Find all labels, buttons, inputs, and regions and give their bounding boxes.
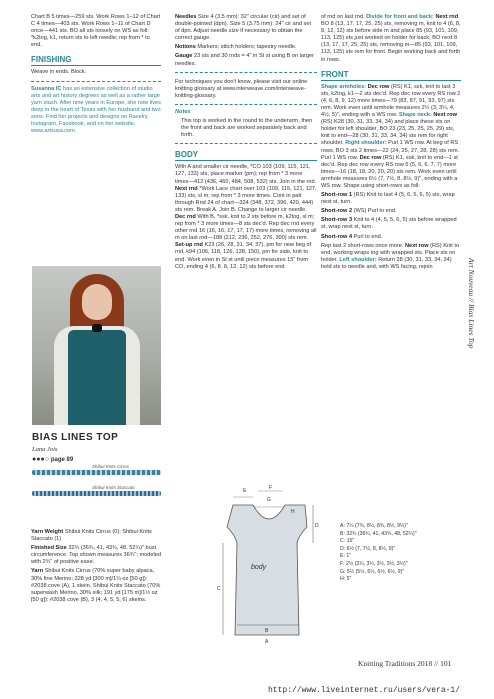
right-shoulder-text: Purl 1 WS row. At beg of RS rows, BO 3 sts 2 times—22 (24, 25, 27, 28, 28) sts rem. Purl 1 WS row. bbox=[321, 140, 460, 161]
short-row-2: (WS) Purl to end. bbox=[353, 208, 397, 215]
difficulty-rating bbox=[32, 456, 73, 463]
model-photo bbox=[32, 266, 161, 425]
short-row-4: Purl to end. bbox=[353, 233, 383, 240]
materials bbox=[31, 529, 163, 606]
yarn-weight: Shibui Knits Cirrus (0); Shibui Knits Staccato (1) bbox=[31, 529, 152, 543]
right-shoulder-label: Right shoulder: bbox=[345, 140, 387, 147]
next-row-label-2: Next row bbox=[404, 242, 429, 249]
yarn-swatch-staccato bbox=[32, 491, 161, 496]
short-row-4-label: Short-row 4 bbox=[321, 233, 353, 240]
bio bbox=[31, 86, 161, 136]
next-row-label: Next row bbox=[433, 112, 458, 119]
measurement-g: G: 5½ (5½, 6½, 6½, 6½, 9)" bbox=[340, 568, 405, 575]
short-row-1-label: Short-row 1 bbox=[321, 192, 353, 199]
setup-rnd-text: K23 (26, 28, 31, 34, 37), pm for new beg of rnd, k94 (106, 118, 126, 138, 150), pm for side, knit to end. Work even in St st until piece measures 15" from CO, ending 4 (6, 8, 8, 12, 12) sts before end bbox=[175, 242, 312, 270]
yarn-label: Yarn bbox=[31, 568, 44, 575]
finishing-heading: FINISHING bbox=[31, 55, 161, 66]
schematic-label-h: H bbox=[291, 509, 295, 515]
body-text: With A and smaller cir needle, *CO 103 (109, 115, 121, 127, 133) sts, place marker (pm); rep from * 3 more times—412 (436, 460, 484, 508, 532) sts. Join in the rnd. bbox=[175, 164, 317, 185]
finishing-text: Weave in ends. Block. bbox=[31, 69, 87, 76]
yarn-text: Shibui Knits Cirrus (70% super baby alpaca, 30% fine Merino; 328 yd [300 m]/1¼ oz [50 g]): #2038 cove (A), 1 skein. Shibui Knits Staccato (70% superwash Merino, 30% silk; 191 yd [175 m]/1½ oz [50 g]): #2038 cove (B), 3 (4, 4, 5, 5, 6) skeins. bbox=[31, 568, 161, 603]
short-row-3: Knit to 4 (4, 5, 5, 6, 5) sts before wrapped st, wrap next st, turn. bbox=[321, 217, 457, 231]
short-row-2-label: Short-row 2 bbox=[321, 208, 353, 215]
left-shoulder-label: Left shoulder: bbox=[339, 256, 377, 263]
finished-size-label: Finished Size bbox=[31, 545, 67, 552]
schematic-label-d: D bbox=[315, 523, 319, 529]
column-right bbox=[321, 14, 461, 273]
divider bbox=[175, 143, 317, 144]
shape-neck-label: Shape neck: bbox=[398, 112, 432, 119]
yarn-swatch-cirrus bbox=[32, 470, 161, 475]
dec-row-text-2: (RS) K1, ssk, knit to end—1 st dec'd. Rep dec row every RS row 5 (5, 6, 6, 7, 7) more times—16 (18, 18, 20, 20, 20) sts rem. Work even until armhole measures 6½ (7, 7½, 8, 8½, 9)", ending with a WS row. Shape using short-rows as foll: bbox=[321, 154, 458, 189]
schematic-label-b: B bbox=[265, 628, 269, 634]
schematic-label-a: A bbox=[265, 639, 269, 645]
photo-face bbox=[82, 284, 112, 320]
measurement-f: F: 2½ (3¼, 3¼, 3½, 3½, 3½)" bbox=[340, 560, 408, 567]
page-footer: Knitting Traditions 2018 // 101 bbox=[358, 659, 452, 668]
shape-armholes-label: Shape armholes: bbox=[321, 83, 367, 90]
yarn-weight-label: Yarn Weight bbox=[31, 529, 64, 535]
notions-label: Notions bbox=[175, 44, 196, 51]
divider bbox=[31, 81, 161, 82]
intro-text: Chart B 5 times—259 sts. Work Rows 1–12 of Chart C 4 times—403 sts. Work Rows 1–11 of Chart D once—441 sts. BO all sts loosely on WS as foll: *k2tog, k1, return sts to left needle; rep from * to end. bbox=[31, 14, 161, 49]
repeat-text: Rep last 2 short-rows once more. bbox=[321, 242, 404, 249]
next-rnd-label: Next rnd bbox=[175, 185, 198, 192]
next-row-text-2: (RS) Knit to end, working wraps tog with wrapped sts. Place sts on holder. bbox=[321, 242, 460, 263]
measurement-a: A: 7¼ (7¾, 8½, 8¾, 8½, 9½)" bbox=[340, 523, 408, 529]
measurement-e: E: 1" bbox=[340, 553, 352, 560]
dec-rnd-text: With B, *ssk, knit to 2 sts before m, k2tog, sl m; rep from * 3 more times—8 sts dec'd. Rep dec rnd every other rnd 16 (16, 16, 17, 17, 17) more times, removing all m on last rnd—188 (212, 236, 252, 276, 300) sts rem. bbox=[175, 213, 317, 242]
finished-size: 32¾ (36¾, 41, 43¾, 48, 52¼)" bust circumference. Top shown measures 36¾"; modeled with 2¾" of positive ease. bbox=[31, 545, 161, 566]
shape-neck-text: (RS) K28 (30, 31, 33, 34, 34) and place these sts on holder for left shoulder, BO 23 (23, 25, 25, 25, 29) sts, knit to end—28 (30, 31, 33, 34, 34) sts rem for right shoulder. bbox=[321, 119, 455, 147]
needles-text: Size 4 (3.5 mm): 32" circular (cir) and set of double-pointed (dpn). Size 5 (3.75 mm): 24" cir and set of dpn. Adjust needle size if necessary to obtain the correct gauge. bbox=[175, 14, 311, 42]
measurements-list bbox=[340, 523, 417, 584]
measurement-h: H: 5" bbox=[340, 576, 352, 583]
bio-text: has an extensive collection of studio arts and art history degrees as well as a rather large yarn stash. After nine years in Europe, she now lives deep in the heart of Texas with her husband and two sons. Find her projects and designs on Ravelry, Instagram, Facebook, and on her website, www.artsusa.com. bbox=[31, 85, 161, 135]
front-heading: FRONT bbox=[321, 70, 461, 81]
notes-heading: Notes bbox=[175, 108, 191, 115]
dec-rnd-label: Dec rnd bbox=[175, 213, 196, 220]
difficulty-empty-dot-icon: ○ bbox=[44, 456, 49, 463]
short-row-3-label: Short-row 3 bbox=[321, 217, 353, 224]
short-row-1: (RS) Knit to last 4 (5, 6, 5, 6, 5) sts, wrap next st, turn. bbox=[321, 192, 455, 206]
divide-text: BO 8 (13, 17, 17, 25, 25) sts, removing m, knit to 4 (6, 8, 8, 12, 12) sts before side m and place 85 (93, 101, 109, 113, 125) sts just worked on holder for back, BO next 8 (13, 17, 17, 25, 25) sts, removing m—85 (93, 101, 109, 113, 125) sts rem for front. Begin working back and forth in rows. bbox=[321, 21, 461, 63]
divider bbox=[175, 104, 317, 105]
difficulty-dot-icon: ● bbox=[36, 456, 41, 463]
dec-row-label: Dec row bbox=[367, 83, 390, 90]
body-heading: BODY bbox=[175, 150, 317, 161]
divide-heading: Divide for front and back: bbox=[366, 14, 434, 20]
page-reference: page 89 bbox=[50, 457, 74, 463]
schematic-body-label: body bbox=[251, 564, 267, 571]
left-shoulder-text: Return 28 (30, 31, 33, 34, 34) held sts to needle and, with WS facing, rejoin bbox=[321, 256, 452, 270]
yarn-label-staccato: Shibui Knits Staccato bbox=[92, 485, 135, 490]
schematic-label-c: C bbox=[217, 586, 221, 592]
schematic-diagram bbox=[203, 485, 338, 645]
photo-bow bbox=[92, 324, 102, 332]
bio-name: Susanna IC bbox=[31, 85, 62, 92]
running-sidebar: Art Nouveau // Bias Lines Top bbox=[467, 258, 476, 349]
shape-armholes-text: (RS) K1, ssk, knit to last 3 sts, k2tog, k1—2 sts dec'd. Rep dec row every RS row 2 (4, 6, 8, 9, 12) more times—79 (83, 87, 91, 93, 97) sts rem. Work even until armhole measures 2½ (3, 3¼, 4, 4½, 5)", ending with a WS row. bbox=[321, 83, 461, 119]
garment-outline bbox=[227, 505, 307, 635]
gauge-label: Gauge bbox=[175, 53, 193, 60]
technique-note: For techniques you don't know, please visit our online knitting glossary at www.interweave.com/interweave-knitting-glossary. bbox=[175, 78, 308, 99]
difficulty-dot-icon: ● bbox=[32, 456, 37, 463]
schematic-label-g: G bbox=[267, 497, 271, 503]
setup-rnd-label: Set-up rnd bbox=[175, 242, 203, 249]
dec-row-label-2: Dec row bbox=[359, 154, 382, 161]
measurement-d: D: 6½ (7, 7½, 8, 8½, 9)" bbox=[340, 545, 396, 552]
notions-text: Markers; stitch holders; tapestry needle. bbox=[197, 44, 297, 51]
schematic-label-e: E bbox=[243, 488, 247, 494]
pattern-title: BIAS LINES TOP bbox=[32, 432, 119, 443]
column-middle bbox=[175, 14, 317, 273]
gauge-text: 23 sts and 30 rnds = 4" in St st using B on larger needles. bbox=[175, 53, 314, 67]
pattern-designer: Lana Jois bbox=[32, 446, 58, 453]
column-left bbox=[31, 14, 161, 137]
measurement-b: B: 32¾ (36¾, 41, 43¾, 48, 52¼)" bbox=[340, 530, 417, 537]
divider bbox=[175, 72, 317, 73]
yarn-label-cirrus: Shibui Knits Cirrus bbox=[92, 464, 130, 469]
source-url: http://www.liveinternet.ru/users/vera-1/ bbox=[268, 686, 461, 695]
needles-label: Needles bbox=[175, 14, 197, 20]
schematic-label-f: F bbox=[269, 485, 273, 491]
photo-vest bbox=[68, 330, 126, 425]
notes-text: This top is worked in the round to the underarm, then the front and back are worked separately back and forth. bbox=[181, 118, 313, 139]
lead-text: of rnd on last rnd. bbox=[321, 14, 365, 20]
divide-next-rnd-label: Next rnd bbox=[435, 14, 459, 20]
measurement-c: C: 15" bbox=[340, 538, 355, 545]
next-rnd-text: *Work Lace chart over 103 (109, 115, 121, 127, 133) sts, sl m; rep from * 3 more times. Cont in patt through Rnd 24 of chart—324 (348, 372, 396, 420, 444) sts rem. Break A. Join B. Change to larger cir needle. bbox=[175, 185, 317, 213]
difficulty-dot-icon: ● bbox=[40, 456, 45, 463]
